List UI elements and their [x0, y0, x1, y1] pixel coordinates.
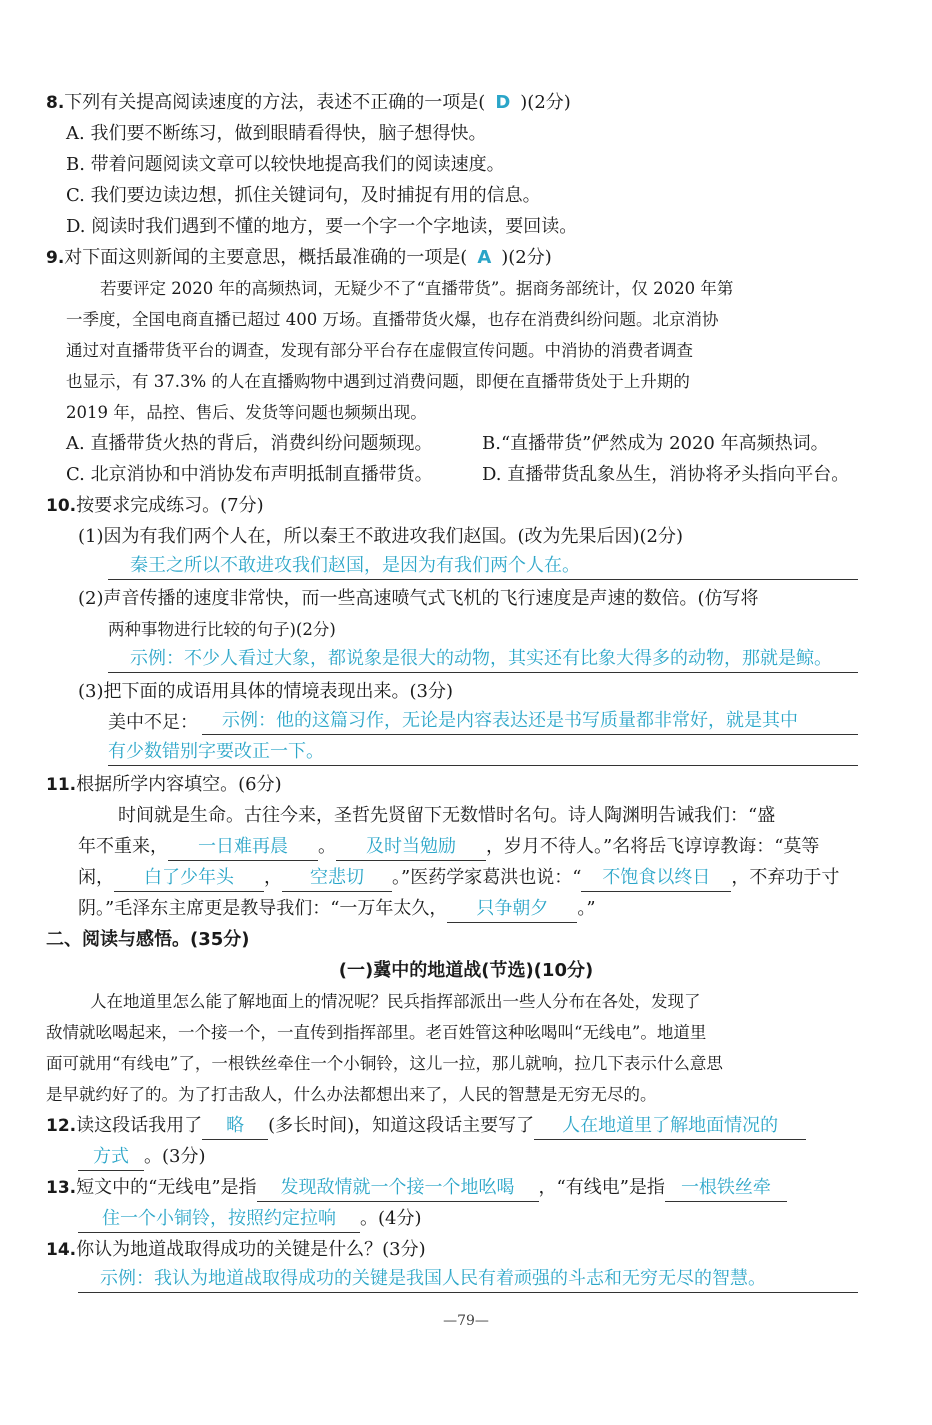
q13-line1: 13.短文中的“无线电”是指 发现敌情就一个接一个地吆喝 ，“有线电”是指 一根铁丝牵	[0, 1173, 932, 1203]
q9-option-a: A. 直播带货火热的背后，消费纠纷问题频现。	[66, 433, 433, 454]
q10-answer3-line1: 示例：他的这篇习作，无论是内容表达还是书写质量都非常好，就是其中	[202, 707, 858, 735]
q11-blank5: 不饱食以终日	[581, 865, 731, 892]
q12-blank2-part2: 方式	[78, 1144, 144, 1171]
q9-number: 9.	[46, 248, 65, 268]
q12-blank2-part1: 人在地道里了解地面情况的	[534, 1113, 806, 1140]
q8-option-d: D. 阅读时我们遇到不懂的地方，要一个字一个字地读，要回读。	[66, 216, 578, 237]
q11-line2: 年不重来， 一日难再晨 。 及时当勉励 ，岁月不待人。”名将岳飞谆谆教诲：“莫等	[0, 832, 932, 862]
q11-line3: 闲， 白了少年头 ， 空悲切 。”医药学家葛洪也说：“ 不饱食以终日 ，不弃功于寸	[0, 863, 932, 893]
q10-answer1: 秦王之所以不敢进攻我们赵国，是因为有我们两个人在。	[108, 552, 858, 580]
q10-number: 10.	[46, 496, 77, 516]
q10-answer3-line2: 有少数错别字要改正一下。	[108, 738, 858, 766]
q9-options-row1	[0, 429, 932, 459]
q11-blank3: 白了少年头	[114, 865, 264, 892]
q8-number: 8.	[46, 93, 65, 113]
q9-option-d: D. 直播带货乱象丛生，消协将矛头指向平台。	[482, 464, 850, 485]
q12-line1: 12.读这段话我用了 略 (多长时间)，知道这段话主要写了 人在地道里了解地面情况的	[0, 1111, 932, 1141]
q8-answer: D	[495, 92, 511, 113]
q11-blank4: 空悲切	[282, 865, 392, 892]
q14-stem: 14.你认为地道战取得成功的关键是什么？(3分)	[46, 1239, 426, 1260]
page-number: —79—	[443, 1313, 489, 1329]
q13-blank2-part2: 住一个小铜铃，按照约定拉响	[78, 1206, 360, 1233]
section2-passage-line: 敌情就吆喝起来，一个接一个，一直传到指挥部里。老百姓管这种吆喝叫“无线电”。地道里	[46, 1023, 707, 1042]
q11-line4: 阴。”毛泽东主席更是教导我们：“一万年太久， 只争朝夕 。”	[0, 894, 932, 924]
q11-number: 11.	[46, 775, 77, 795]
q12-number: 12.	[46, 1116, 77, 1136]
q11-stem: 11.根据所学内容填空。(6分)	[46, 774, 282, 795]
q10-answer2: 示例：不少人看过大象，都说象是很大的动物，其实还有比象大得多的动物，那就是鲸。	[108, 645, 858, 673]
q9-stem: 9.对下面这则新闻的主要意思，概括最准确的一项是( A )(2分)	[46, 247, 552, 268]
q11-blank6: 只争朝夕	[447, 896, 577, 923]
q14-answer: 示例：我认为地道战取得成功的关键是我国人民有着顽强的斗志和无穷无尽的智慧。	[78, 1265, 858, 1293]
q13-blank2-part1: 一根铁丝牵	[665, 1175, 787, 1202]
section2-heading: 二、阅读与感悟。(35分)	[46, 929, 250, 950]
q10-stem: 10.按要求完成练习。(7分)	[46, 495, 264, 516]
q12-blank1: 略	[202, 1113, 268, 1140]
q9-options-row2	[0, 460, 932, 490]
section2-passage-line: 面可就用“有线电”了，一根铁丝牵住一个小铜铃，这儿一拉，那儿就响，拉几下表示什么意思	[46, 1054, 723, 1073]
q8-option-a: A. 我们要不断练习，做到眼睛看得快，脑子想得快。	[66, 123, 487, 144]
q10-part1: (1)因为有我们两个人在，所以秦王不敢进攻我们赵国。(改为先果后因)(2分)	[78, 526, 684, 547]
q9-passage-line: 2019 年，品控、售后、发货等问题也频频出现。	[66, 403, 427, 422]
q9-option-b: B.“直播带货”俨然成为 2020 年高频热词。	[482, 433, 829, 454]
q13-number: 13.	[46, 1178, 77, 1198]
q11-blank2: 及时当勉励	[336, 834, 486, 861]
q11-blank1: 一日难再晨	[168, 834, 318, 861]
q10-part2-line2: 两种事物进行比较的句子)(2分)	[108, 620, 336, 639]
q10-part3: (3)把下面的成语用具体的情境表现出来。(3分)	[78, 681, 453, 702]
section2-passage-line: 人在地道里怎么能了解地面上的情况呢？民兵指挥部派出一些人分布在各处，发现了	[90, 992, 701, 1011]
section2-passage-line: 是早就约好了的。为了打击敌人，什么办法都想出来了，人民的智慧是无穷无尽的。	[46, 1085, 657, 1104]
q14-number: 14.	[46, 1240, 77, 1260]
q10-part2-line1: (2)声音传播的速度非常快，而一些高速喷气式飞机的飞行速度是声速的数倍。(仿写将	[78, 588, 759, 609]
q13-blank1: 发现敌情就一个接一个地吆喝	[257, 1175, 539, 1202]
q9-option-c: C. 北京消协和中消协发布声明抵制直播带货。	[66, 464, 433, 485]
section2-subtitle: (一)冀中的地道战(节选)(10分)	[338, 960, 594, 981]
q9-passage-line: 一季度，全国电商直播已超过 400 万场。直播带货火爆，也存在消费纠纷问题。北京消协	[66, 310, 719, 329]
q12-line2: 方式 。(3分)	[0, 1142, 932, 1172]
q8-option-c: C. 我们要边读边想，抓住关键词句，及时捕捉有用的信息。	[66, 185, 541, 206]
q9-passage-line: 也显示，有 37.3% 的人在直播购物中遇到过消费问题，即便在直播带货处于上升期的	[66, 372, 690, 391]
q9-passage-line: 通过对直播带货平台的调查，发现有部分平台存在虚假宣传问题。中消协的消费者调查	[66, 341, 693, 360]
q8-stem: 8.下列有关提高阅读速度的方法，表述不正确的一项是( D )(2分)	[46, 92, 571, 113]
q10-part3-label: 美中不足：	[108, 712, 198, 733]
q8-option-b: B. 带着问题阅读文章可以较快地提高我们的阅读速度。	[66, 154, 505, 175]
q9-answer: A	[477, 247, 492, 268]
q11-line1: 时间就是生命。古往今来，圣哲先贤留下无数惜时名句。诗人陶渊明告诫我们：“盛	[118, 805, 776, 826]
q9-passage-line: 若要评定 2020 年的高频热词，无疑少不了“直播带货”。据商务部统计，仅 2020 年第	[100, 279, 734, 298]
q13-line2: 住一个小铜铃，按照约定拉响 。(4分)	[0, 1204, 932, 1234]
